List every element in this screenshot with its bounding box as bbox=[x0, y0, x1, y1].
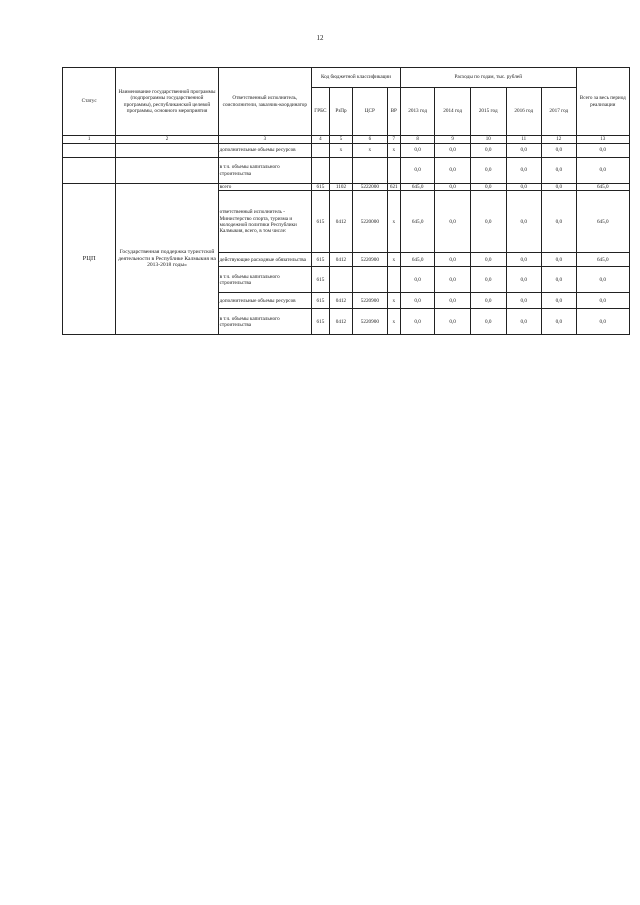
header-vr: ВР bbox=[387, 88, 400, 136]
rzpr-cell bbox=[329, 158, 352, 184]
total-cell: 645,0 bbox=[576, 253, 629, 267]
table-row bbox=[63, 184, 630, 191]
value-2017-cell: 0,0 bbox=[542, 184, 576, 191]
total-cell: 0,0 bbox=[576, 267, 629, 293]
header-2016: 2016 год bbox=[506, 88, 542, 136]
grbs-cell: 615 bbox=[312, 191, 330, 253]
budget-table bbox=[62, 67, 630, 335]
value-2013-cell: 645,0 bbox=[400, 253, 434, 267]
vr-cell: х bbox=[387, 309, 400, 335]
header-2014: 2014 год bbox=[435, 88, 471, 136]
column-number: 6 bbox=[353, 136, 387, 144]
csr-cell: 5220900 bbox=[353, 293, 387, 309]
responsible-cell: дополнительные объемы ресурсов bbox=[218, 144, 311, 158]
value-2015-cell: 0,0 bbox=[470, 253, 506, 267]
value-2017-cell: 0,0 bbox=[542, 293, 576, 309]
column-number: 2 bbox=[116, 136, 218, 144]
value-2014-cell: 0,0 bbox=[435, 191, 471, 253]
value-2016-cell: 0,0 bbox=[506, 267, 542, 293]
column-number: 1 bbox=[63, 136, 116, 144]
csr-cell: 5220000 bbox=[353, 191, 387, 253]
value-2013-cell: 645,0 bbox=[400, 184, 434, 191]
total-cell: 645,0 bbox=[576, 191, 629, 253]
header-program-name: Наименование государственной программы (подпрограммы государственной программы), республиканской целевой программы, основного мероприятия bbox=[116, 68, 218, 136]
rzpr-cell: 1102 bbox=[329, 184, 352, 191]
value-2014-cell: 0,0 bbox=[435, 158, 471, 184]
header-expenses: Расходы по годам, тыс. рублей bbox=[400, 68, 576, 88]
value-2015-cell: 0,0 bbox=[470, 158, 506, 184]
value-2014-cell: 0,0 bbox=[435, 184, 471, 191]
page-number: 12 bbox=[316, 34, 324, 42]
value-2016-cell: 0,0 bbox=[506, 191, 542, 253]
value-2014-cell: 0,0 bbox=[435, 144, 471, 158]
grbs-cell bbox=[312, 158, 330, 184]
total-cell: 0,0 bbox=[576, 144, 629, 158]
value-2017-cell: 0,0 bbox=[542, 253, 576, 267]
value-2014-cell: 0,0 bbox=[435, 253, 471, 267]
table-row bbox=[63, 144, 630, 158]
csr-cell bbox=[353, 267, 387, 293]
csr-cell: 5220900 bbox=[353, 309, 387, 335]
value-2013-cell: 0,0 bbox=[400, 267, 434, 293]
value-2015-cell: 0,0 bbox=[470, 191, 506, 253]
program-cell-empty bbox=[116, 144, 218, 158]
responsible-cell: в т.ч. объемы капитального строительства bbox=[218, 267, 311, 293]
total-cell: 0,0 bbox=[576, 293, 629, 309]
header-status: Статус bbox=[63, 68, 116, 136]
total-cell: 645,0 bbox=[576, 184, 629, 191]
header-budget-code: Код бюджетной классификации bbox=[312, 68, 401, 88]
grbs-cell: 615 bbox=[312, 267, 330, 293]
rzpr-cell: 0412 bbox=[329, 253, 352, 267]
value-2013-cell: 0,0 bbox=[400, 293, 434, 309]
status-cell-empty bbox=[63, 144, 116, 158]
value-2014-cell: 0,0 bbox=[435, 309, 471, 335]
header-csr: ЦСР bbox=[353, 88, 387, 136]
grbs-cell bbox=[312, 144, 330, 158]
status-cell: РЦП bbox=[63, 184, 116, 335]
table-row bbox=[63, 158, 630, 184]
column-number: 12 bbox=[542, 136, 576, 144]
value-2017-cell: 0,0 bbox=[542, 144, 576, 158]
total-cell: 0,0 bbox=[576, 309, 629, 335]
rzpr-cell: 0412 bbox=[329, 191, 352, 253]
vr-cell: х bbox=[387, 293, 400, 309]
column-number: 8 bbox=[400, 136, 434, 144]
header-2015: 2015 год bbox=[470, 88, 506, 136]
rzpr-cell: х bbox=[329, 144, 352, 158]
value-2017-cell: 0,0 bbox=[542, 158, 576, 184]
rzpr-cell bbox=[329, 267, 352, 293]
responsible-cell: в т.ч. объемы капитального строительства bbox=[218, 309, 311, 335]
value-2013-cell: 0,0 bbox=[400, 144, 434, 158]
rzpr-cell: 0412 bbox=[329, 309, 352, 335]
responsible-cell: в т.ч. объемы капитального строительства bbox=[218, 158, 311, 184]
value-2016-cell: 0,0 bbox=[506, 184, 542, 191]
responsible-cell: действующие расходные обязательства bbox=[218, 253, 311, 267]
grbs-cell: 615 bbox=[312, 253, 330, 267]
total-cell: 0,0 bbox=[576, 158, 629, 184]
value-2016-cell: 0,0 bbox=[506, 293, 542, 309]
value-2016-cell: 0,0 bbox=[506, 144, 542, 158]
grbs-cell: 615 bbox=[312, 184, 330, 191]
value-2013-cell: 0,0 bbox=[400, 309, 434, 335]
vr-cell: х bbox=[387, 191, 400, 253]
value-2015-cell: 0,0 bbox=[470, 144, 506, 158]
header-grbs: ГРБС bbox=[312, 88, 330, 136]
value-2013-cell: 645,0 bbox=[400, 191, 434, 253]
grbs-cell: 615 bbox=[312, 309, 330, 335]
value-2015-cell: 0,0 bbox=[470, 184, 506, 191]
column-number: 10 bbox=[470, 136, 506, 144]
header-total: Всего за весь период реализации bbox=[576, 68, 629, 136]
value-2015-cell: 0,0 bbox=[470, 309, 506, 335]
vr-cell: х bbox=[387, 144, 400, 158]
csr-cell bbox=[353, 158, 387, 184]
grbs-cell: 615 bbox=[312, 293, 330, 309]
responsible-cell: всего bbox=[218, 184, 311, 191]
csr-cell: х bbox=[353, 144, 387, 158]
value-2013-cell: 0,0 bbox=[400, 158, 434, 184]
column-number: 3 bbox=[218, 136, 311, 144]
value-2016-cell: 0,0 bbox=[506, 253, 542, 267]
column-number: 7 bbox=[387, 136, 400, 144]
program-cell-empty bbox=[116, 158, 218, 184]
vr-cell bbox=[387, 158, 400, 184]
value-2017-cell: 0,0 bbox=[542, 267, 576, 293]
column-number: 9 bbox=[435, 136, 471, 144]
header-rzpr: РзПр bbox=[329, 88, 352, 136]
header-responsible: Ответственный исполнитель, соисполнители, заказчик-координатор bbox=[218, 68, 311, 136]
value-2014-cell: 0,0 bbox=[435, 267, 471, 293]
header-2013: 2013 год bbox=[400, 88, 434, 136]
column-number: 4 bbox=[312, 136, 330, 144]
value-2015-cell: 0,0 bbox=[470, 293, 506, 309]
csr-cell: 5222000 bbox=[353, 184, 387, 191]
value-2017-cell: 0,0 bbox=[542, 309, 576, 335]
vr-cell: 621 bbox=[387, 184, 400, 191]
value-2016-cell: 0,0 bbox=[506, 309, 542, 335]
responsible-cell: дополнительные объемы ресурсов bbox=[218, 293, 311, 309]
column-number: 11 bbox=[506, 136, 542, 144]
value-2015-cell: 0,0 bbox=[470, 267, 506, 293]
header-2017: 2017 год bbox=[542, 88, 576, 136]
column-number: 13 bbox=[576, 136, 629, 144]
status-cell-empty bbox=[63, 158, 116, 184]
responsible-cell: ответственный исполнитель - Министерство спорта, туризма и молодежной политики Республики Калмыкия, всего, в том числе: bbox=[218, 191, 311, 253]
value-2014-cell: 0,0 bbox=[435, 293, 471, 309]
rzpr-cell: 0412 bbox=[329, 293, 352, 309]
vr-cell: х bbox=[387, 253, 400, 267]
column-number: 5 bbox=[329, 136, 352, 144]
program-name-cell: Государственная поддержка туристской деятельности в Республике Калмыкия на 2013-2018 годы» bbox=[116, 184, 218, 335]
value-2017-cell: 0,0 bbox=[542, 191, 576, 253]
value-2016-cell: 0,0 bbox=[506, 158, 542, 184]
csr-cell: 5220900 bbox=[353, 253, 387, 267]
vr-cell bbox=[387, 267, 400, 293]
column-number-row bbox=[63, 136, 630, 144]
